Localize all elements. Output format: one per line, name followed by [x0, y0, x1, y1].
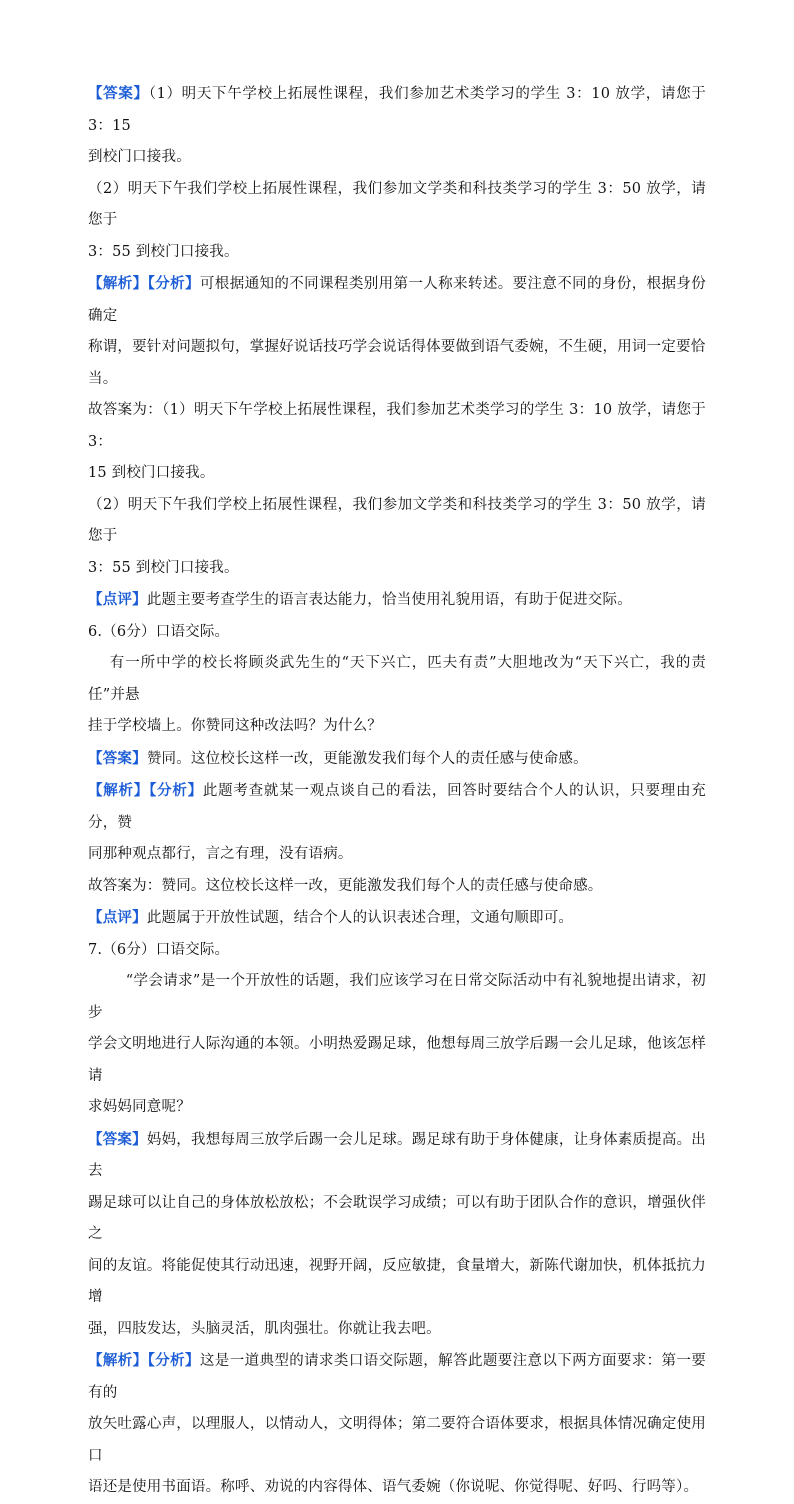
q7-analysis-line3: 语还是使用书面语。称呼、劝说的内容得体、语气委婉（你说呢、你觉得呢、好吗、行吗等）。: [88, 1479, 699, 1495]
block5-answer-line1: 【答案】（1）明天下午学校上拓展性课程，我们参加艺术类学习的学生 3：10 放学，请您于 3：15: [88, 85, 706, 134]
answer-tag: 【答案】: [88, 749, 147, 767]
analysis-tag: 【解析】: [88, 782, 150, 799]
comment-tag: 【点评】: [88, 909, 147, 926]
q7-answer-line4: 强，四肢发达，头脑灵活，肌肉强壮。你就让我去吧。: [88, 1320, 441, 1337]
block5-final-line2: 15 到校门口接我。: [88, 465, 215, 481]
block5-final-line1: 故答案为：（1）明天下午学校上拓展性课程，我们参加艺术类学习的学生 3：10 放学，请您于 3：: [88, 402, 706, 450]
fenxi-tag: 【分析】: [147, 1352, 200, 1369]
q7-stem-line3: 求妈妈同意呢？: [88, 1099, 191, 1115]
block5-analysis-line2: 称谓，要针对问题拟句，掌握好说话技巧学会说话得体要做到语气委婉，不生硬，用词一定要恰: [88, 339, 706, 355]
block5-final-line4: 3：55 到校门口接我。: [88, 559, 239, 576]
q7-stem-line1: “学会请求”是一个开放性的话题，我们应该学习在日常交际活动中有礼貌地提出请求，初步: [88, 973, 706, 1021]
q7-analysis-line2: 放矢吐露心声，以理服人，以情动人，文明得体；第二要符合语体要求，根据具体情况确定使用口: [88, 1416, 706, 1464]
q7-stem-line2: 学会文明地进行人际沟通的本领。小明热爱踢足球，他想每周三放学后踢一会儿足球，他该怎样请: [88, 1036, 706, 1084]
block5-analysis-line3: 当。: [88, 370, 118, 387]
block5-analysis-line1: 【解析】【分析】可根据通知的不同课程类别用第一人称来转述。要注意不同的身份，根据身份确定: [88, 275, 707, 324]
q7-answer-line2: 踢足球可以让自己的身体放松放松；不会耽误学习成绩；可以有助于团队合作的意识，增强伙伴之: [88, 1194, 706, 1242]
q6-header: 6.（6分）口语交际。: [88, 623, 230, 640]
q7-header: 7.（6分）口语交际。: [88, 941, 230, 958]
q6-stem-line1: 有一所中学的校长将顾炎武先生的“天下兴亡，匹夫有责”大胆地改为“天下兴亡，我的责任”并悬: [88, 655, 706, 703]
block5-answer-line4: 3：55 到校门口接我。: [88, 243, 239, 260]
answer-tag: 【答案】: [88, 85, 149, 102]
q6-analysis-line1: 【解析】【分析】此题考查就某一观点谈自己的看法，回答时要结合个人的认识，只要理由充分，赞: [88, 782, 706, 831]
fenxi-tag: 【分析】: [147, 275, 200, 292]
q6-final: 故答案为：赞同。这位校长这样一改，更能激发我们每个人的责任感与使命感。: [88, 877, 603, 894]
block5-comment: 【点评】此题主要考查学生的语言表达能力，恰当使用礼貌用语，有助于促进交际。: [88, 591, 632, 608]
analysis-tag: 【解析】: [88, 275, 148, 292]
q6-stem-line2: 挂于学校墙上。你赞同这种改法吗？为什么？: [88, 718, 382, 734]
block5-answer-line2: 到校门口接我。: [88, 149, 191, 165]
analysis-tag: 【解析】: [88, 1352, 148, 1369]
comment-tag: 【点评】: [88, 591, 147, 608]
answer-tag: 【答案】: [88, 1130, 147, 1148]
q7-answer-line3: 间的友谊。将能促使其行动迅速，视野开阔，反应敏捷，食量增大，新陈代谢加快，机体抵抗力增: [88, 1257, 706, 1305]
block5-answer-line3: （2）明天下午我们学校上拓展性课程，我们参加文学类和科技类学习的学生 3：50 放学，请您于: [88, 180, 706, 228]
q6-comment: 【点评】此题属于开放性试题，结合个人的认识表述合理，文通句顺即可。: [88, 909, 574, 926]
q6-answer: 【答案】赞同。这位校长这样一改，更能激发我们每个人的责任感与使命感。: [88, 749, 588, 767]
block5-final-line3: （2）明天下午我们学校上拓展性课程，我们参加文学类和科技类学习的学生 3：50 放学，请您于: [88, 496, 706, 544]
q6-analysis-line2: 同那种观点都行，言之有理，没有语病。: [88, 846, 353, 862]
fenxi-tag: 【分析】: [149, 782, 203, 799]
q7-analysis-line1: 【解析】【分析】这是一道典型的请求类口语交际题，解答此题要注意以下两方面要求：第一要有的: [88, 1352, 707, 1401]
q7-answer-line1: 【答案】妈妈，我想每周三放学后踢一会儿足球。踢足球有助于身体健康，让身体素质提高。出去: [88, 1130, 706, 1179]
